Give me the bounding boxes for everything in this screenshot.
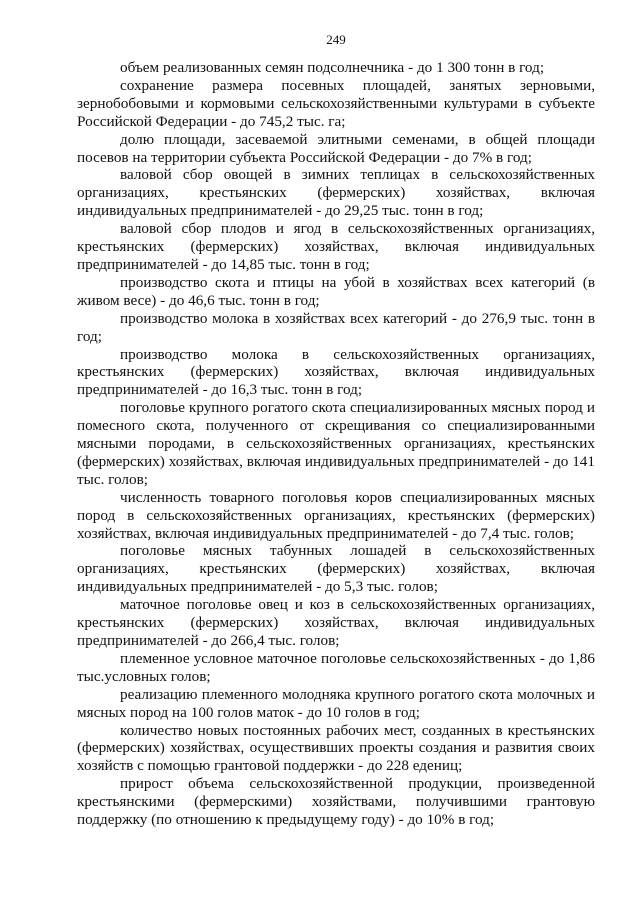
paragraph-sown-areas: сохранение размера посевных площадей, занятых зерновыми, зернобобовыми и кормовыми сельскохозяйственными культурами в субъекте Российской Федерации - до 745,2 тыс. га; — [77, 76, 595, 130]
paragraph-sunflower-seeds: объем реализованных семян подсолнечника - до 1 300 тонн в год; — [120, 59, 545, 76]
paragraph-sheep-goats: маточное поголовье овец и коз в сельскохозяйственных организациях, крестьянских (фермерских) хозяйствах, включая индивидуальных предпринимателей - до 266,4 тыс. голов; — [77, 596, 595, 649]
paragraph-livestock-poultry: производство скота и птицы на убой в хозяйствах всех категорий (в живом весе) - до 46,6 тыс. тонн в год; — [77, 273, 595, 309]
page-number: 249 — [326, 32, 346, 47]
paragraph-herd-horses: поголовье мясных табунных лошадей в сельскохозяйственных организациях, крестьянских (фермерских) хозяйствах, включая индивидуальных предпринимателей - до 5,3 тыс. голов; — [77, 542, 595, 596]
paragraph-elite-seeds: долю площади, засеваемой элитными семенами, в общей площади посевов на территории субъекта Российской Федерации - до 7% в год; — [77, 130, 595, 166]
paragraph-milk-organizations: производство молока в сельскохозяйственных организациях, крестьянских (фермерских) хозяйствах, включая индивидуальных предпринимателей - до 16,3 тыс. тонн в год; — [77, 345, 595, 399]
paragraph-beef-cows: численность товарного поголовья коров специализированных мясных пород в сельскохозяйственных организациях, крестьянских (фермерских) хозяйствах, включая индивидуальных предпринимателей - до 7,4 тыс. голов; — [77, 488, 595, 542]
paragraph-fruits-berries: валовой сбор плодов и ягод в сельскохозяйственных организациях, крестьянских (фермерских) хозяйствах, включая индивидуальных предпринимателей - до 14,85 тыс. тонн в год; — [77, 220, 595, 273]
paragraph-breeding-young-cattle: реализацию племенного молодняка крупного рогатого скота молочных и мясных пород на 100 голов маток - до 10 голов в год; — [77, 685, 595, 721]
paragraph-new-jobs: количество новых постоянных рабочих мест, созданных в крестьянских (фермерских) хозяйствах, осуществивших проекты создания и развития своих хозяйств с помощью грантовой поддержки - до 228 едениц; — [77, 721, 595, 775]
document-body — [77, 59, 595, 829]
paragraph-greenhouse-vegetables: валовой сбор овощей в зимних теплицах в сельскохозяйственных организациях, крестьянских (фермерских) хозяйствах, включая индивидуальных предпринимателей - до 29,25 тыс. тонн в год; — [77, 166, 595, 220]
paragraph-breeding-livestock: племенное условное маточное поголовье сельскохозяйственных - до 1,86 тыс.условных голов; — [77, 649, 595, 685]
paragraph-milk-all-categories: производство молока в хозяйствах всех категорий - до 276,9 тыс. тонн в год; — [77, 309, 595, 345]
paragraph-production-growth: прирост объема сельскохозяйственной продукции, произведенной крестьянскими (фермерскими) хозяйствами, получившими грантовую поддержку (по отношению к предыдущему году) - до 10% в год; — [77, 775, 595, 829]
paragraph-beef-cattle: поголовье крупного рогатого скота специализированных мясных пород и помесного скота, полученного от скрещивания со специализированными мясными породами, в сельскохозяйственных организациях, крестьянских (фермерских) хозяйствах, включая индивидуальных предпринимателей - до 141 тыс. голов; — [77, 399, 595, 488]
